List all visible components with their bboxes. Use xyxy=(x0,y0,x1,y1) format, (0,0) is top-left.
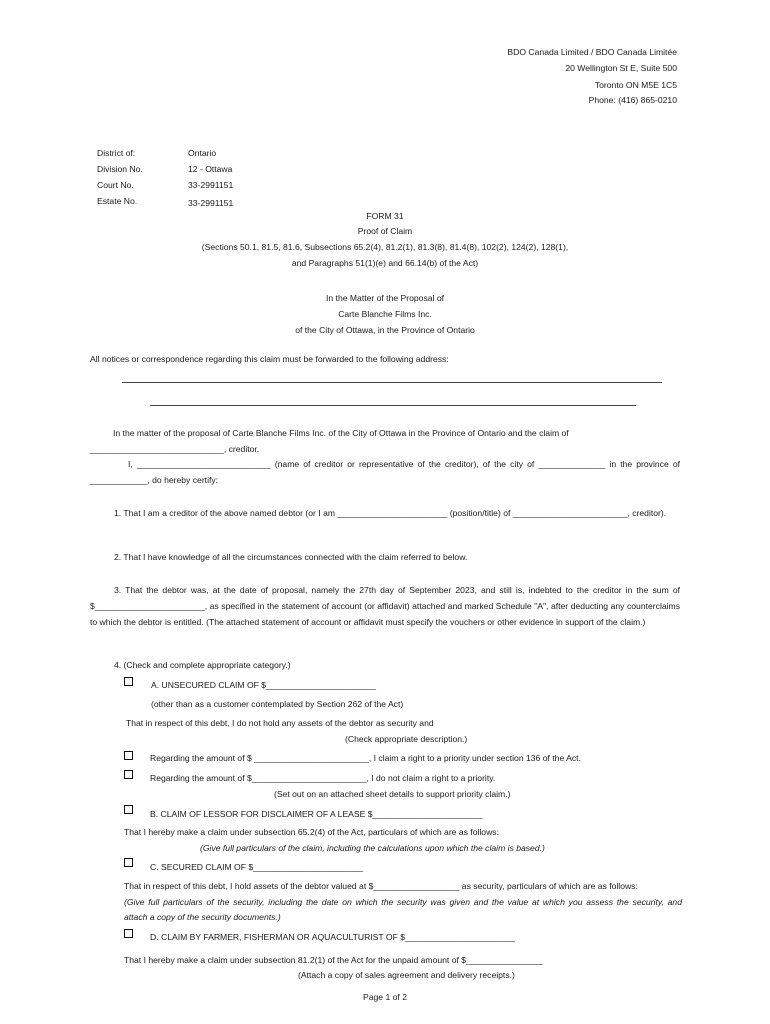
matter-line-1: In the Matter of the Proposal of xyxy=(326,293,444,303)
estate-value: 33-2991151 xyxy=(188,198,234,208)
estate-label: Estate No. xyxy=(97,196,138,206)
form-number: FORM 31 xyxy=(366,211,404,221)
court-value: 33-2991151 xyxy=(188,180,234,190)
intro-text-2: ____________________________, creditor. xyxy=(90,444,260,454)
letterhead-company: BDO Canada Limited / BDO Canada Limitée xyxy=(507,47,677,57)
section-a-subtitle: (other than as a customer contemplated by Section 262 of the Act) xyxy=(151,699,404,709)
intro-text-3: I, ____________________________ (name of creditor or representative of the creditor), of the city of ______________ in the province of xyxy=(128,459,680,469)
checkbox-farmer-claim[interactable] xyxy=(124,929,133,938)
court-label: Court No. xyxy=(97,180,134,190)
intro-text-1: In the matter of the proposal of Carte Blanche Films Inc. of the City of Ottawa in the Province of Ontario and the claim of xyxy=(113,428,569,438)
matter-location: of the City of Ottawa, in the Province of Ontario xyxy=(295,325,475,335)
section-c-note-1: (Give full particulars of the security, including the date on which the security was given and the value at which you assess the security, and xyxy=(124,897,682,907)
division-value: 12 - Ottawa xyxy=(188,164,233,174)
matter-debtor-name: Carte Blanche Films Inc. xyxy=(338,309,432,319)
section-b-title: B. CLAIM OF LESSOR FOR DISCLAIMER OF A LEASE $_______________________ xyxy=(150,809,483,819)
section-b-note: (Give full particulars of the claim, including the calculations upon which the claim is based.) xyxy=(200,843,545,853)
section-c-title: C. SECURED CLAIM OF $_______________________ xyxy=(150,862,364,872)
section-a-intro: That in respect of this debt, I do not hold any assets of the debtor as security and xyxy=(126,718,434,728)
letterhead-phone: Phone: (416) 865-0210 xyxy=(588,95,677,105)
district-value: Ontario xyxy=(188,148,217,158)
section-a-option-priority: Regarding the amount of $ ________________________, I claim a right to a priority under section 136 of the Act. xyxy=(150,753,581,763)
paragraph-3: 3. That the debtor was, at the date of proposal, namely the 27th day of September 2023, and still is, indebted to the creditor in the sum of $_______________________, as specified in the statement of account (or affidavit) attached and marked Schedule "A", after deducting any counterclaims to which the debtor is entitled. (The attached statement of account or affidavit must specify the vouchers or other evidence in support of the claim.) xyxy=(90,585,680,627)
section-a-priority-note: (Set out on an attached sheet details to support priority claim.) xyxy=(274,789,511,799)
section-a-title: A. UNSECURED CLAIM OF $_______________________ xyxy=(151,680,377,690)
checkbox-lessor-claim[interactable] xyxy=(124,805,133,814)
division-label: Division No. xyxy=(97,164,143,174)
address-line-2[interactable] xyxy=(150,405,636,406)
page-number: Page 1 of 2 xyxy=(363,992,407,1002)
section-c-note-2: attach a copy of the security documents.) xyxy=(124,912,281,922)
checkbox-no-priority-claim[interactable] xyxy=(124,770,133,779)
paragraph-4: 4. (Check and complete appropriate category.) xyxy=(114,660,291,670)
form-title: Proof of Claim xyxy=(357,226,413,236)
checkbox-secured-claim[interactable] xyxy=(124,858,133,867)
section-d-text: That I hereby make a claim under subsection 81.2(1) of the Act for the unpaid amount of $________________ xyxy=(124,955,543,965)
section-d-note: (Attach a copy of sales agreement and delivery receipts.) xyxy=(298,970,515,980)
form-paragraphs: and Paragraphs 51(1)(e) and 66.14(b) of the Act) xyxy=(291,258,479,268)
section-b-text: That I hereby make a claim under subsection 65.2(4) of the Act, particulars of which are as follows: xyxy=(124,827,499,837)
district-label: District of: xyxy=(97,148,136,158)
section-a-check-note: (Check appropriate description.) xyxy=(345,734,468,744)
form-sections: (Sections 50.1, 81.5, 81.6, Subsections 65.2(4), 81.2(1), 81.3(8), 81.4(8), 102(2), 124(2), 128(1), xyxy=(201,242,569,252)
intro-text-4: ____________, do hereby certify: xyxy=(90,475,219,485)
letterhead-city: Toronto ON M5E 1C5 xyxy=(594,80,677,90)
notices-instruction: All notices or correspondence regarding this claim must be forwarded to the following address: xyxy=(90,354,449,364)
section-d-title: D. CLAIM BY FARMER, FISHERMAN OR AQUACULTURIST OF $_______________________ xyxy=(150,932,515,942)
paragraph-2: 2. That I have knowledge of all the circumstances connected with the claim referred to below. xyxy=(114,552,468,562)
checkbox-priority-claim[interactable] xyxy=(124,751,133,760)
paragraph-1: 1. That I am a creditor of the above named debtor (or I am _______________________ (position/title) of ________________________, creditor). xyxy=(114,508,667,518)
section-c-text: That in respect of this debt, I hold assets of the debtor valued at $__________________ as security, particulars of which are as follows: xyxy=(124,881,638,891)
section-a-option-no-priority: Regarding the amount of $________________________, I do not claim a right to a priority. xyxy=(150,773,496,783)
address-line-1[interactable] xyxy=(122,382,662,383)
letterhead-street: 20 Wellington St E, Suite 500 xyxy=(565,63,677,73)
checkbox-unsecured-claim[interactable] xyxy=(124,677,133,686)
